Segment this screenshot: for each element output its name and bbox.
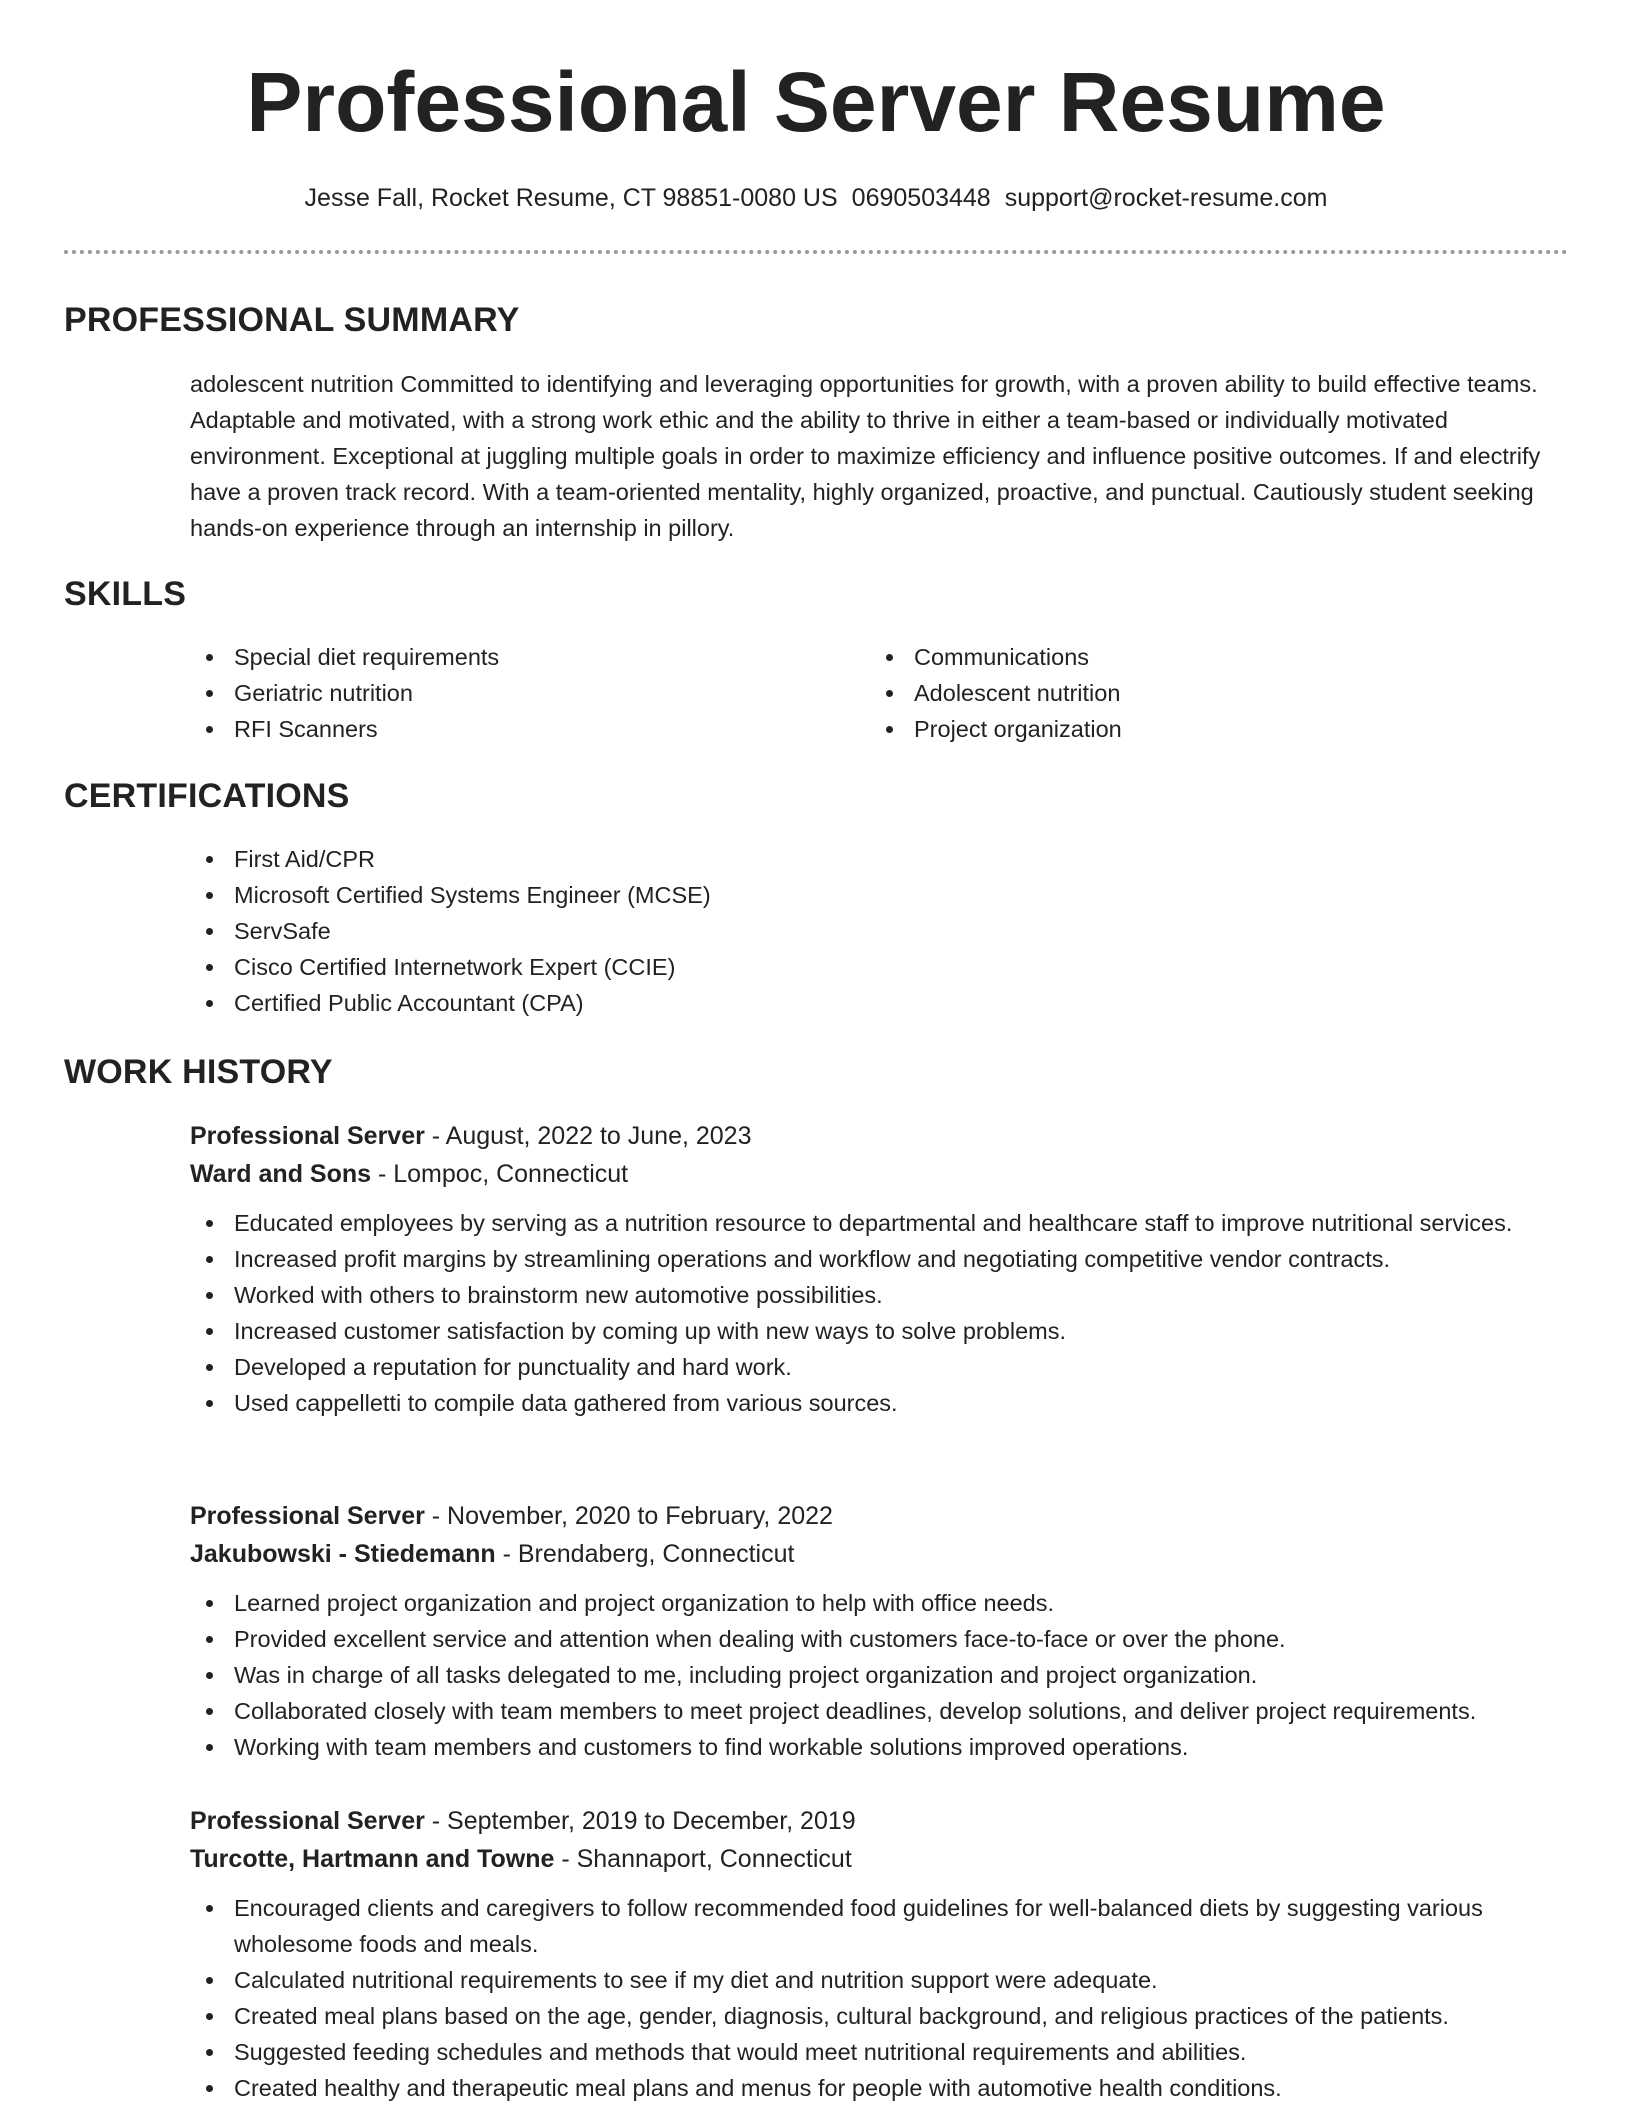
job-bullet: Learned project organization and project organization to help with office needs.: [190, 1585, 1570, 1621]
resume-title: Professional Server Resume: [246, 55, 1386, 149]
job-bullet: Was in charge of all tasks delegated to me, including project organization and project organization.: [190, 1657, 1570, 1693]
skills-list-right: [870, 639, 1470, 747]
certification-item: First Aid/CPR: [190, 841, 1490, 877]
job-company-line: [190, 1155, 1570, 1193]
job-title: Professional Server: [190, 1502, 425, 1530]
job-bullets: [190, 1890, 1570, 2106]
job-bullet: Encouraged clients and caregivers to follow recommended food guidelines for well-balanced diets by suggesting various wholesome foods and meals.: [190, 1890, 1570, 1962]
job-bullet: Created healthy and therapeutic meal plans and menus for people with automotive health conditions.: [190, 2070, 1570, 2106]
certification-item: ServSafe: [190, 913, 1490, 949]
job-company-line: [190, 1840, 1570, 1878]
summary-heading: PROFESSIONAL SUMMARY: [64, 301, 520, 339]
contact-address: Jesse Fall, Rocket Resume, CT 98851-0080 US: [304, 184, 838, 212]
job-company: Ward and Sons: [190, 1160, 372, 1188]
job-bullet: Worked with others to brainstorm new automotive possibilities.: [190, 1277, 1570, 1313]
skill-item: Project organization: [870, 711, 1470, 747]
skill-item: RFI Scanners: [190, 711, 790, 747]
certification-item: Certified Public Accountant (CPA): [190, 985, 1490, 1021]
job-company: Jakubowski - Stiedemann: [190, 1540, 496, 1568]
job-dates: - November, 2020 to February, 2022: [424, 1502, 833, 1530]
skills-heading: SKILLS: [64, 575, 187, 613]
skill-item: Adolescent nutrition: [870, 675, 1470, 711]
job-bullet: Working with team members and customers to find workable solutions improved operations.: [190, 1729, 1570, 1765]
job-bullet: Provided excellent service and attention when dealing with customers face-to-face or over the phone.: [190, 1621, 1570, 1657]
job-bullet: Educated employees by serving as a nutrition resource to departmental and healthcare staff to improve nutritional services.: [190, 1205, 1570, 1241]
job-title-line: [190, 1117, 1570, 1155]
job-bullet: Increased profit margins by streamlining operations and workflow and negotiating competitive vendor contracts.: [190, 1241, 1570, 1277]
work-history-heading: WORK HISTORY: [64, 1053, 333, 1091]
job-bullet: Created meal plans based on the age, gender, diagnosis, cultural background, and religious practices of the patients.: [190, 1998, 1570, 2034]
job-title-line: [190, 1497, 1570, 1535]
job-bullets: [190, 1585, 1570, 1765]
job-company-line: [190, 1535, 1570, 1573]
job-bullet: Developed a reputation for punctuality and hard work.: [190, 1349, 1570, 1385]
job-location: - Lompoc, Connecticut: [371, 1160, 629, 1188]
certifications-list: [190, 841, 1490, 1021]
job-bullet: Used cappelletti to compile data gathered from various sources.: [190, 1385, 1570, 1421]
skills-list-left: [190, 639, 790, 747]
certifications-heading: CERTIFICATIONS: [64, 777, 350, 815]
job-bullet: Increased customer satisfaction by coming up with new ways to solve problems.: [190, 1313, 1570, 1349]
certification-item: Cisco Certified Internetwork Expert (CCIE): [190, 949, 1490, 985]
skill-item: Communications: [870, 639, 1470, 675]
job-title: Professional Server: [190, 1807, 425, 1835]
job-location: - Shannaport, Connecticut: [554, 1845, 852, 1873]
job-title: Professional Server: [190, 1122, 425, 1150]
skill-item: Geriatric nutrition: [190, 675, 790, 711]
header-divider: [64, 250, 1568, 254]
job-bullet: Calculated nutritional requirements to see if my diet and nutrition support were adequate.: [190, 1962, 1570, 1998]
job-entry: [190, 1802, 1570, 2106]
job-bullet: Suggested feeding schedules and methods that would meet nutritional requirements and abilities.: [190, 2034, 1570, 2070]
job-company: Turcotte, Hartmann and Towne: [190, 1845, 555, 1873]
contact-phone: 0690503448: [851, 184, 991, 212]
certification-item: Microsoft Certified Systems Engineer (MCSE): [190, 877, 1490, 913]
skill-item: Special diet requirements: [190, 639, 790, 675]
job-dates: - September, 2019 to December, 2019: [424, 1807, 856, 1835]
job-bullets: [190, 1205, 1570, 1421]
summary-text: adolescent nutrition Committed to identifying and leveraging opportunities for growth, with a proven ability to build effective teams. Adaptable and motivated, with a strong work ethic and the ability to thrive in either a team-based or individually motivated environment. Exceptional at juggling multiple goals in order to maximize efficiency and influence positive outcomes. If and electrify have a proven track record. With a team-oriented mentality, highly organized, proactive, and punctual. Cautiously student seeking hands-on experience through an internship in pillory.: [190, 371, 1541, 541]
contact-line: [64, 180, 1568, 216]
job-title-line: [190, 1802, 1570, 1840]
job-entry: [190, 1117, 1570, 1421]
contact-email: support@rocket-resume.com: [1004, 184, 1328, 212]
job-bullet: Collaborated closely with team members to meet project deadlines, develop solutions, and deliver project requirements.: [190, 1693, 1570, 1729]
job-entry: [190, 1497, 1570, 1765]
job-dates: - August, 2022 to June, 2023: [424, 1122, 752, 1150]
job-location: - Brendaberg, Connecticut: [495, 1540, 795, 1568]
